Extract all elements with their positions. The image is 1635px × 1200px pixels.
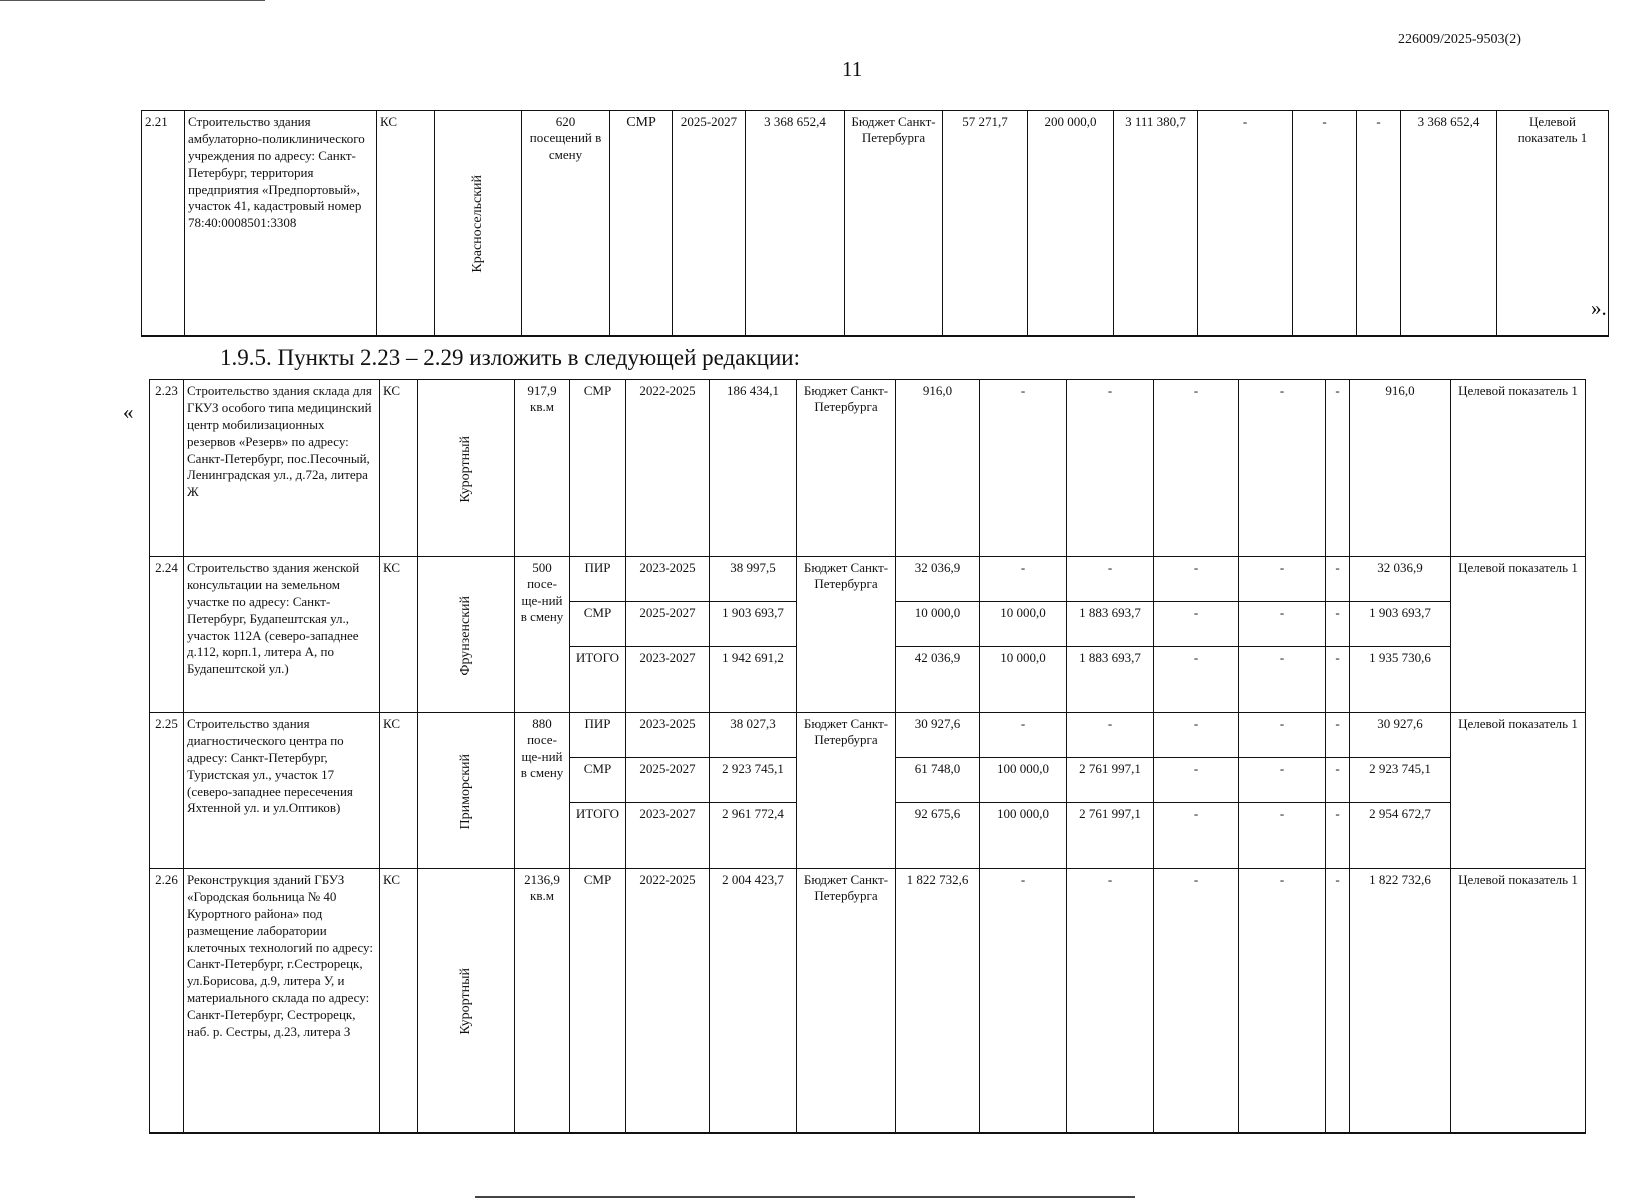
year-5-value: - (1239, 803, 1326, 869)
total-cost: 38 027,3 (710, 713, 797, 758)
year-5-value: - (1239, 557, 1326, 602)
total-cost: 2 961 772,4 (710, 803, 797, 869)
opening-quote: « (123, 400, 134, 424)
capacity: 917,9 кв.м (515, 380, 570, 557)
year-3-value: 3 111 380,7 (1114, 111, 1198, 336)
stage: ПИР (570, 557, 626, 602)
year-3-value: - (1067, 557, 1154, 602)
total-cost: 2 004 423,7 (710, 869, 797, 1133)
year-2-value: - (980, 713, 1067, 758)
table-row (150, 713, 1586, 758)
year-2-value: - (980, 869, 1067, 1133)
object-type: КС (377, 111, 435, 336)
stage: СМР (570, 380, 626, 557)
funding-source: Бюджет Санкт-Петербурга (845, 111, 943, 336)
year-2-value: 200 000,0 (1028, 111, 1114, 336)
year-1-value: 61 748,0 (896, 758, 980, 803)
year-3-value: 2 761 997,1 (1067, 758, 1154, 803)
total-cost: 3 368 652,4 (746, 111, 845, 336)
target-indicator: Целевой показатель 1 (1451, 869, 1586, 1133)
page-number: 11 (842, 57, 863, 81)
year-4-value: - (1154, 380, 1239, 557)
capacity: 2136,9 кв.м (515, 869, 570, 1133)
object-description: Реконструкция зданий ГБУЗ «Городская больница № 40 Курортного района» под размещение лаборатории клеточных технологий по адресу: Санкт-Петербург, г.Сестрорецк, ул.Борисова, д.9, литера У, и материального склада по адресу: Санкт-Петербург, Сестрорецк, наб. р. Сестры, д.23, литера З (184, 869, 380, 1133)
top-table (141, 110, 1609, 337)
period: 2023-2027 (626, 803, 710, 869)
year-6-value: - (1326, 869, 1350, 1133)
stage: ИТОГО (570, 803, 626, 869)
object-description: Строительство здания амбулаторно-поликлинического учреждения по адресу: Санкт-Петербург, территория предприятия «Предпортовый», участок 41, кадастровый номер 78:40:0008501:3308 (185, 111, 377, 336)
year-6-value: - (1326, 803, 1350, 869)
year-3-value: - (1067, 713, 1154, 758)
district-cell (418, 713, 515, 869)
year-4-value: - (1154, 758, 1239, 803)
year-3-value: - (1067, 869, 1154, 1133)
total-cost: 1 942 691,2 (710, 647, 797, 713)
table-row (150, 869, 1586, 1133)
total-cost: 186 434,1 (710, 380, 797, 557)
funding-source: Бюджет Санкт-Петербурга (797, 869, 896, 1133)
year-2-value: 10 000,0 (980, 647, 1067, 713)
year-6-value: - (1326, 380, 1350, 557)
year-2-value: 100 000,0 (980, 803, 1067, 869)
year-5-value: - (1239, 602, 1326, 647)
target-indicator: Целевой показатель 1 (1451, 713, 1586, 869)
sum-value: 32 036,9 (1350, 557, 1451, 602)
district-label: Красносельский (470, 175, 486, 274)
year-2-value: - (980, 380, 1067, 557)
year-6-value: - (1326, 602, 1350, 647)
row-number: 2.21 (142, 111, 185, 336)
year-1-value: 1 822 732,6 (896, 869, 980, 1133)
row-number: 2.24 (150, 557, 184, 713)
year-5-value: - (1239, 380, 1326, 557)
row-number: 2.23 (150, 380, 184, 557)
total-cost: 38 997,5 (710, 557, 797, 602)
stage: ИТОГО (570, 647, 626, 713)
year-5-value: - (1293, 111, 1357, 336)
object-description: Строительство здания склада для ГКУЗ особого типа медицинский центр мобилизационных резервов «Резерв» по адресу: Санкт-Петербург, пос.Песочный, Ленинградская ул., д.72а, литера Ж (184, 380, 380, 557)
table-row (150, 557, 1586, 602)
period: 2023-2025 (626, 557, 710, 602)
sum-value: 1 822 732,6 (1350, 869, 1451, 1133)
document-number: 226009/2025-9503(2) (1398, 32, 1521, 47)
period: 2022-2025 (626, 869, 710, 1133)
total-cost: 1 903 693,7 (710, 602, 797, 647)
capacity: 500 посе-ще-ний в смену (515, 557, 570, 713)
year-1-value: 92 675,6 (896, 803, 980, 869)
year-1-value: 10 000,0 (896, 602, 980, 647)
closing-quote: ». (1591, 296, 1607, 320)
year-4-value: - (1154, 602, 1239, 647)
year-5-value: - (1239, 758, 1326, 803)
period: 2025-2027 (673, 111, 746, 336)
year-2-value: 100 000,0 (980, 758, 1067, 803)
year-3-value: 2 761 997,1 (1067, 803, 1154, 869)
stage: СМР (570, 869, 626, 1133)
year-6-value: - (1326, 647, 1350, 713)
year-3-value: - (1067, 380, 1154, 557)
object-description: Строительство здания женской консультации на земельном участке по адресу: Санкт-Петербург, Будапештская ул., участок 112А (северо-западнее д.112, корп.1, литера А, по Будапештской ул.) (184, 557, 380, 713)
year-1-value: 57 271,7 (943, 111, 1028, 336)
year-4-value: - (1198, 111, 1293, 336)
period: 2025-2027 (626, 602, 710, 647)
year-1-value: 916,0 (896, 380, 980, 557)
table-row (142, 111, 1609, 336)
main-table (149, 379, 1586, 1134)
target-indicator: Целевой показатель 1 (1497, 111, 1609, 336)
period: 2022-2025 (626, 380, 710, 557)
target-indicator: Целевой показатель 1 (1451, 380, 1586, 557)
capacity: 620 посещений в смену (522, 111, 610, 336)
stage: СМР (570, 602, 626, 647)
year-4-value: - (1154, 803, 1239, 869)
object-description: Строительство здания диагностического центра по адресу: Санкт-Петербург, Туристская ул., участок 17 (северо-западнее пересечения Яхтенной ул. и ул.Оптиков) (184, 713, 380, 869)
year-6-value: - (1357, 111, 1401, 336)
funding-source: Бюджет Санкт-Петербурга (797, 713, 896, 869)
stage: СМР (610, 111, 673, 336)
year-6-value: - (1326, 758, 1350, 803)
row-number: 2.26 (150, 869, 184, 1133)
district-label: Курортный (458, 968, 474, 1036)
period: 2023-2027 (626, 647, 710, 713)
year-1-value: 42 036,9 (896, 647, 980, 713)
sum-value: 30 927,6 (1350, 713, 1451, 758)
year-5-value: - (1239, 869, 1326, 1133)
stage: СМР (570, 758, 626, 803)
bottom-rule (475, 1196, 1135, 1198)
top-rule (0, 0, 265, 1)
period: 2023-2025 (626, 713, 710, 758)
district-cell (418, 380, 515, 557)
sum-value: 2 954 672,7 (1350, 803, 1451, 869)
sum-value: 3 368 652,4 (1401, 111, 1497, 336)
target-indicator: Целевой показатель 1 (1451, 557, 1586, 713)
total-cost: 2 923 745,1 (710, 758, 797, 803)
year-5-value: - (1239, 713, 1326, 758)
stage: ПИР (570, 713, 626, 758)
year-4-value: - (1154, 557, 1239, 602)
year-6-value: - (1326, 713, 1350, 758)
object-type: КС (380, 557, 418, 713)
period: 2025-2027 (626, 758, 710, 803)
table-row (150, 380, 1586, 557)
district-label: Фрунзенский (458, 596, 474, 676)
year-3-value: 1 883 693,7 (1067, 602, 1154, 647)
main-table-body (150, 380, 1586, 1133)
district-cell (435, 111, 522, 336)
sum-value: 916,0 (1350, 380, 1451, 557)
district-label: Приморский (458, 754, 474, 830)
year-1-value: 30 927,6 (896, 713, 980, 758)
object-type: КС (380, 713, 418, 869)
funding-source: Бюджет Санкт-Петербурга (797, 557, 896, 713)
sum-value: 1 903 693,7 (1350, 602, 1451, 647)
year-2-value: - (980, 557, 1067, 602)
year-5-value: - (1239, 647, 1326, 713)
sum-value: 1 935 730,6 (1350, 647, 1451, 713)
year-4-value: - (1154, 869, 1239, 1133)
section-heading: 1.9.5. Пункты 2.23 – 2.29 изложить в следующей редакции: (220, 345, 800, 370)
district-cell (418, 869, 515, 1133)
year-3-value: 1 883 693,7 (1067, 647, 1154, 713)
year-1-value: 32 036,9 (896, 557, 980, 602)
year-4-value: - (1154, 647, 1239, 713)
row-number: 2.25 (150, 713, 184, 869)
year-6-value: - (1326, 557, 1350, 602)
year-2-value: 10 000,0 (980, 602, 1067, 647)
year-4-value: - (1154, 713, 1239, 758)
capacity: 880 посе-ще-ний в смену (515, 713, 570, 869)
object-type: КС (380, 380, 418, 557)
district-label: Курортный (458, 436, 474, 503)
funding-source: Бюджет Санкт-Петербурга (797, 380, 896, 557)
district-cell (418, 557, 515, 713)
sum-value: 2 923 745,1 (1350, 758, 1451, 803)
object-type: КС (380, 869, 418, 1133)
